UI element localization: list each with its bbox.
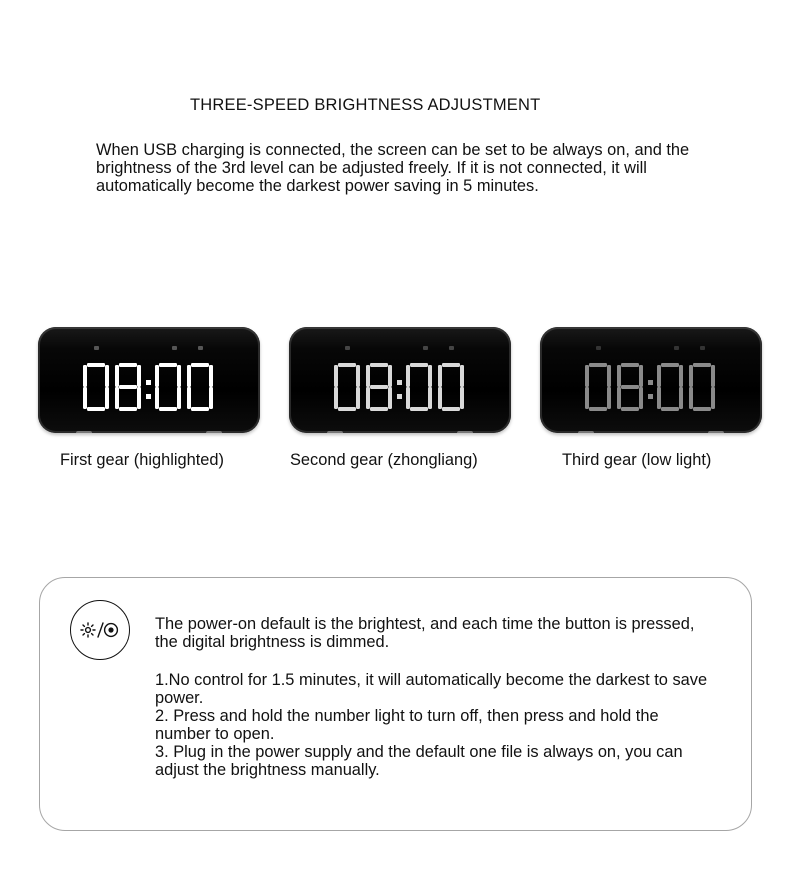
colon-dot <box>397 394 402 399</box>
digit-segment <box>366 365 370 387</box>
indicator-dot <box>172 346 177 350</box>
digit-segment <box>338 407 356 411</box>
colon-dot <box>648 380 653 385</box>
brightness-button-icon <box>70 600 130 660</box>
digit-segment <box>410 363 428 367</box>
digit-segment <box>621 407 639 411</box>
seven-segment-digits <box>83 361 215 413</box>
clock-time-display <box>38 361 260 413</box>
digit-segment <box>388 387 392 409</box>
digit-segment <box>460 365 464 387</box>
digit-segment <box>83 365 87 387</box>
digit-segment <box>621 363 639 367</box>
panel-lead: The power-on default is the brightest, and each time the button is pressed, the digital brightness is dimmed. <box>155 615 695 651</box>
digit-segment <box>639 365 643 387</box>
indicator-dot <box>94 346 99 350</box>
digit-segment <box>119 363 137 367</box>
panel-note-2: 2. Press and hold the number light to turn off, then press and hold the number to open. <box>155 707 659 743</box>
digit-segment <box>442 363 460 367</box>
digit-segment <box>589 407 607 411</box>
indicator-dot <box>700 346 705 350</box>
digit-segment <box>617 387 621 409</box>
digit-segment <box>689 365 693 387</box>
digit-segment <box>617 365 621 387</box>
digit-segment <box>119 385 137 389</box>
digit-segment <box>657 365 661 387</box>
digit-segment <box>187 365 191 387</box>
digit-segment <box>693 407 711 411</box>
digit-segment <box>159 407 177 411</box>
indicator-dot <box>674 346 679 350</box>
digit-segment <box>442 407 460 411</box>
digit-segment <box>661 363 679 367</box>
digit-segment <box>83 387 87 409</box>
caption-first-gear: First gear (highlighted) <box>60 451 224 469</box>
digit-segment <box>607 387 611 409</box>
digit-segment <box>370 363 388 367</box>
clock-foot <box>708 431 724 433</box>
panel-note-1: 1.No control for 1.5 minutes, it will automatically become the darkest to save power. <box>155 671 708 707</box>
digit-segment <box>679 365 683 387</box>
colon-dot <box>146 380 151 385</box>
digit-segment <box>428 365 432 387</box>
indicator-dot <box>596 346 601 350</box>
digit-segment <box>585 387 589 409</box>
digit-segment <box>370 407 388 411</box>
clock-third-gear <box>540 327 762 433</box>
caption-second-gear: Second gear (zhongliang) <box>290 451 478 469</box>
digit-segment <box>589 363 607 367</box>
colon-dot <box>146 394 151 399</box>
digit-segment <box>585 365 589 387</box>
digit-segment <box>105 387 109 409</box>
indicator-dot <box>423 346 428 350</box>
indicator-dot <box>198 346 203 350</box>
indicator-dot <box>449 346 454 350</box>
digit-segment <box>679 387 683 409</box>
clock-second-gear <box>289 327 511 433</box>
digit-segment <box>639 387 643 409</box>
digit-segment <box>406 365 410 387</box>
digit-segment <box>661 407 679 411</box>
digit-segment <box>621 385 639 389</box>
digit-segment <box>370 385 388 389</box>
digit-segment <box>177 365 181 387</box>
page-title: THREE-SPEED BRIGHTNESS ADJUSTMENT <box>190 96 541 114</box>
digit-segment <box>607 365 611 387</box>
digit-segment <box>366 387 370 409</box>
digit-segment <box>115 365 119 387</box>
indicator-dot <box>345 346 350 350</box>
digit-segment <box>87 363 105 367</box>
digit-segment <box>334 365 338 387</box>
clock-foot <box>76 431 92 433</box>
digit-segment <box>410 407 428 411</box>
digit-segment <box>209 365 213 387</box>
clock-foot <box>457 431 473 433</box>
digit-segment <box>209 387 213 409</box>
seven-segment-digits <box>585 361 717 413</box>
digit-segment <box>155 387 159 409</box>
panel-note-3: 3. Plug in the power supply and the default one file is always on, you can adjust the brightness manually. <box>155 743 683 779</box>
digit-segment <box>689 387 693 409</box>
panel-text <box>155 615 715 779</box>
digit-segment <box>159 363 177 367</box>
digit-segment <box>191 363 209 367</box>
digit-segment <box>137 387 141 409</box>
clock-foot <box>327 431 343 433</box>
digit-segment <box>356 387 360 409</box>
digit-segment <box>406 387 410 409</box>
clock-foot <box>206 431 222 433</box>
digit-segment <box>657 387 661 409</box>
digit-segment <box>711 365 715 387</box>
digit-segment <box>87 407 105 411</box>
digit-segment <box>356 365 360 387</box>
digit-segment <box>388 365 392 387</box>
sun-slash-dial-icon <box>80 618 120 642</box>
digit-segment <box>137 365 141 387</box>
seven-segment-digits <box>334 361 466 413</box>
digit-segment <box>438 365 442 387</box>
digit-segment <box>187 387 191 409</box>
colon-dot <box>648 394 653 399</box>
colon-dot <box>397 380 402 385</box>
caption-third-gear: Third gear (low light) <box>562 451 712 469</box>
intro-text: When USB charging is connected, the screen can be set to be always on, and the brightness of the 3rd level can be adjusted freely. If it is not connected, it will automatically become the darkest power saving in 5 minutes. <box>96 141 690 195</box>
digit-segment <box>711 387 715 409</box>
digit-segment <box>191 407 209 411</box>
clock-first-gear <box>38 327 260 433</box>
digit-segment <box>428 387 432 409</box>
digit-segment <box>177 387 181 409</box>
digit-segment <box>460 387 464 409</box>
digit-segment <box>334 387 338 409</box>
digit-segment <box>438 387 442 409</box>
digit-segment <box>115 387 119 409</box>
clock-time-display <box>289 361 511 413</box>
clock-foot <box>578 431 594 433</box>
digit-segment <box>119 407 137 411</box>
digit-segment <box>693 363 711 367</box>
digit-segment <box>155 365 159 387</box>
digit-segment <box>105 365 109 387</box>
digit-segment <box>338 363 356 367</box>
clock-time-display <box>540 361 762 413</box>
